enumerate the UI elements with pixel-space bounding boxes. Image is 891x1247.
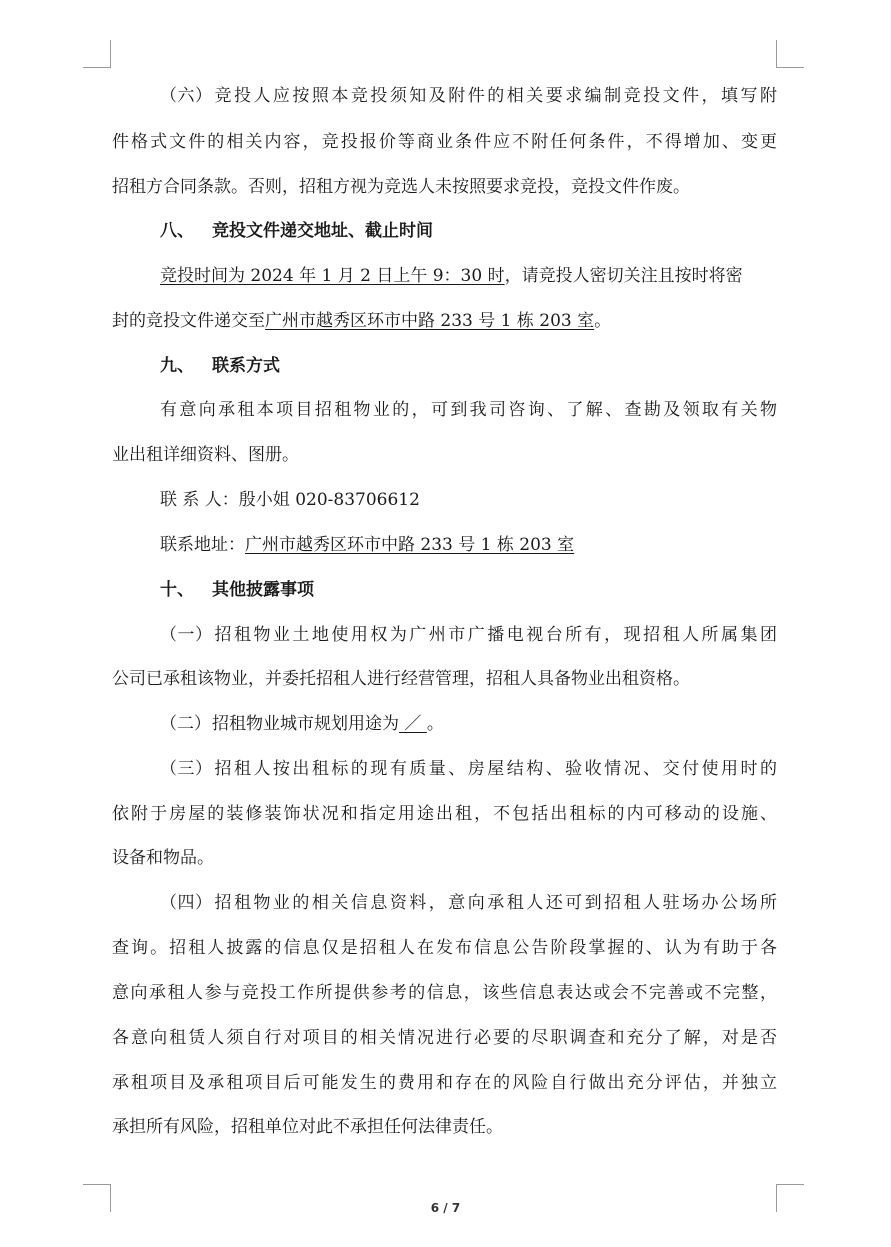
sec8-heading — [160, 219, 777, 243]
sec10-i4-line2: 查询。招租人披露的信息仅是招租人在发布信息公告阶段掌握的、认为有助于各 — [112, 938, 777, 958]
sec8-p2-pre: 封的竞投文件递交至 — [112, 311, 265, 331]
sec9-line2: 业出租详细资料、图册。 — [112, 445, 299, 465]
contact-address-line — [160, 533, 777, 557]
sec10-i2-line — [160, 712, 777, 736]
sec10-heading — [160, 578, 777, 602]
sec10-i1-label: （一） — [160, 625, 212, 645]
sec10-i4-line1 — [160, 891, 777, 915]
sec10-title: 其他披露事项 — [212, 580, 314, 600]
sec6-line2: 件格式文件的相关内容，竞投报价等商业条件应不附任何条件，不得增加、变更 — [112, 132, 777, 152]
sec8-p2-end: 。 — [594, 311, 612, 331]
submission-address: 广州市越秀区环市中路 233 号 1 栋 203 室 — [265, 311, 595, 331]
sec8-number: 八、 — [160, 221, 194, 241]
sec10-i1-text1: 招租物业土地使用权为广州市广播电视台所有，现招租人所属集团 — [212, 625, 777, 645]
sec9-number: 九、 — [160, 356, 194, 376]
sec6-line3: 招租方合同条款。否则，招租方视为竞选人未按照要求竞投，竞投文件作废。 — [112, 177, 690, 197]
sec6-text1: 竞投人应按照本竞投须知及附件的相关要求编制竞投文件，填写附 — [212, 86, 777, 106]
sec10-i1-line1 — [160, 623, 777, 647]
sec10-i2-label: （二） — [160, 714, 211, 734]
sec10-i1-line2: 公司已承租该物业，并委托招租人进行经营管理，招租人具备物业出租资格。 — [112, 669, 690, 689]
contact-person: 联 系 人：殷小姐 020-83706612 — [160, 490, 420, 510]
sec10-i3-text1: 招租人按出租标的现有质量、房屋结构、验收情况、交付使用时的 — [212, 759, 777, 779]
sec10-i4-line5: 承租项目及承租项目后可能发生的费用和存在的风险自行做出充分评估，并独立 — [112, 1073, 777, 1093]
sec8-para-line1 — [160, 264, 777, 288]
sec10-i3-label: （三） — [160, 759, 212, 779]
planning-use: ／ — [399, 714, 427, 734]
sec10-number: 十、 — [160, 580, 194, 600]
sec8-p1-rest: ，请竞投人密切关注且按时将密 — [504, 266, 743, 286]
sec10-i2-end: 。 — [426, 714, 444, 734]
sec9-line1: 有意向承租本项目招租物业的，可到我司咨询、了解、查勘及领取有关物 — [160, 400, 777, 420]
page-number: 6 / 7 — [430, 1201, 461, 1215]
sec10-i4-text1: 招租物业的相关信息资料，意向承租人还可到招租人驻场办公场所 — [212, 893, 777, 913]
sec10-i2-pre: 招租物业城市规划用途为 — [212, 714, 399, 734]
sec9-heading — [160, 354, 777, 378]
sec6-label: （六） — [160, 86, 212, 106]
sec10-i3-line2: 依附于房屋的装修装饰状况和指定用途出租，不包括出租标的内可移动的设施、 — [112, 804, 777, 824]
crop-mark-top-left — [83, 40, 111, 68]
sec10-i4-line4: 各意向租赁人须自行对项目的相关情况进行必要的尽职调查和充分了解，对是否 — [112, 1028, 777, 1048]
sec10-i3-line3: 设备和物品。 — [112, 848, 214, 868]
sec9-title: 联系方式 — [212, 356, 280, 376]
crop-mark-top-right — [776, 40, 804, 68]
contact-address-label: 联系地址： — [160, 535, 245, 555]
sec10-i4-line6: 承担所有风险，招租单位对此不承担任何法律责任。 — [112, 1117, 503, 1137]
sec10-i4-line3: 意向承租人参与竞投工作所提供参考的信息，该些信息表达或会不完善或不完整， — [112, 983, 777, 1003]
sec8-para-line2 — [112, 309, 777, 333]
sec8-title: 竞投文件递交地址、截止时间 — [212, 221, 433, 241]
sec10-i4-label: （四） — [160, 893, 212, 913]
bid-deadline: 竞投时间为 2024 年 1 月 2 日上午 9：30 时 — [160, 266, 505, 286]
contact-address: 广州市越秀区环市中路 233 号 1 栋 203 室 — [245, 535, 575, 555]
sec10-i3-line1 — [160, 757, 777, 781]
sec6-line1 — [160, 84, 777, 108]
